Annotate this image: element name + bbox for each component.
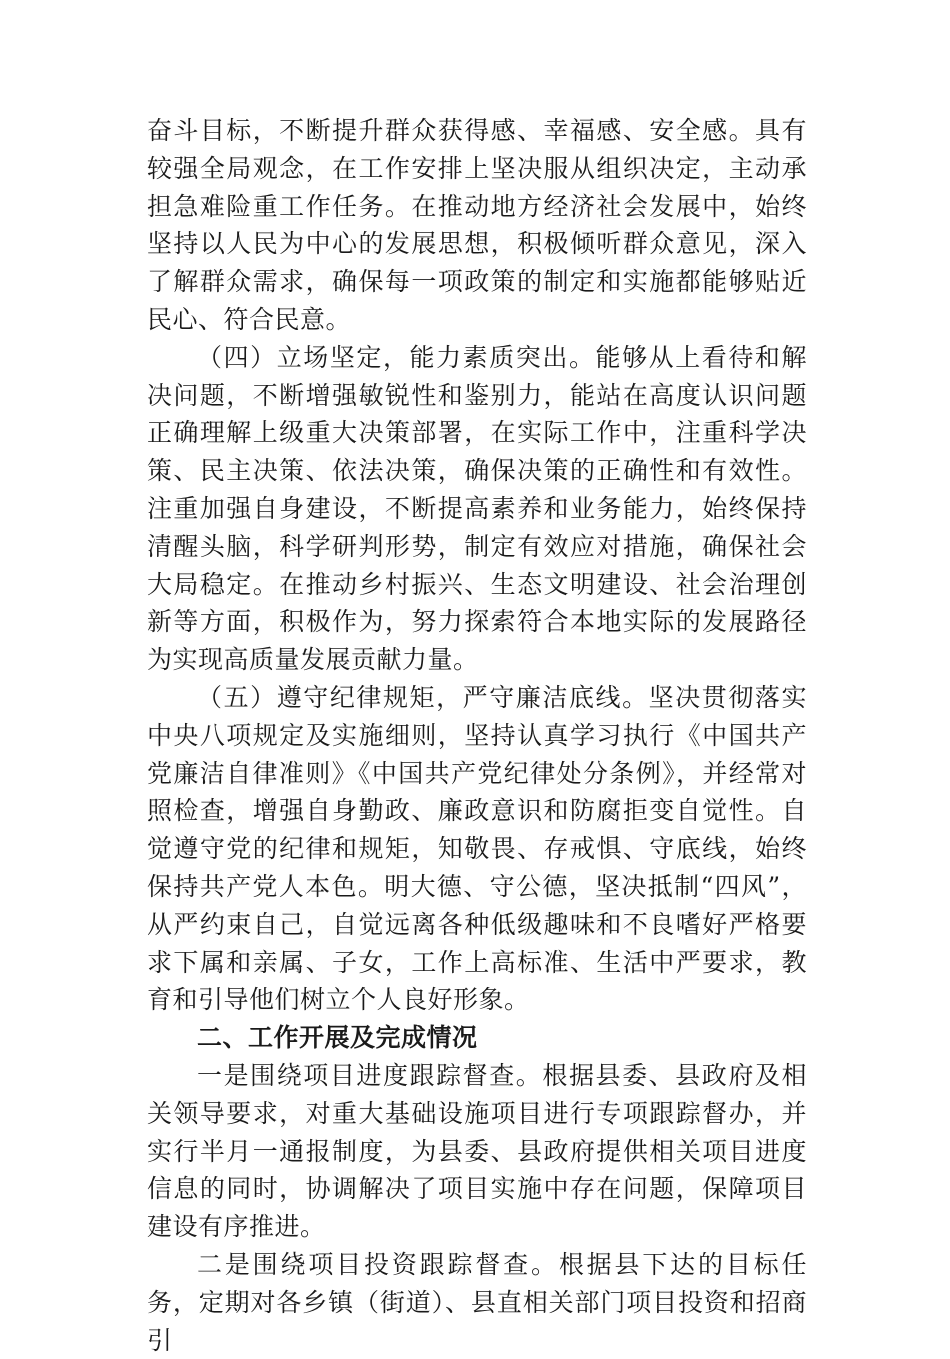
paragraph-section-four: （四）立场坚定，能力素质突出。能够从上看待和解决问题，不断增强敏锐性和鉴别力，能站在高度认识问题正确理解上级重大决策部署，在实际工作中，注重科学决策、民主决策、依法决策，确保决策的正确性和有效性。注重加强自身建设，不断提高素养和业务能力，始终保持清醒头脑，科学研判形势，制定有效应对措施，确保社会大局稳定。在推动乡村振兴、生态文明建设、社会治理创新等方面，积极作为，努力探索符合本地实际的发展路径为实现高质量发展贡献力量。 <box>147 342 807 675</box>
paragraph-item-one: 一是围绕项目进度跟踪督查。根据县委、县政府及相关领导要求，对重大基础设施项目进行专项跟踪督办，并实行半月一通报制度，为县委、县政府提供相关项目进度信息的同时，协调解决了项目实施中存在问题，保障项目建设有序推进。 <box>147 1060 807 1242</box>
paragraph-continuation: 奋斗目标，不断提升群众获得感、幸福感、安全感。具有较强全局观念，在工作安排上坚决服从组织决定，主动承担急难险重工作任务。在推动地方经济社会发展中，始终坚持以人民为中心的发展思想，积极倾听群众意见，深入了解群众需求，确保每一项政策的制定和实施都能够贴近民心、符合民意。 <box>147 116 807 334</box>
paragraph-item-two: 二是围绕项目投资跟踪督查。根据县下达的目标任务，定期对各乡镇（街道）、县直相关部门项目投资和招商引 <box>147 1249 807 1355</box>
document-body <box>147 112 807 1359</box>
section-heading: 二、工作开展及完成情况 <box>197 1023 478 1053</box>
paragraph-section-five: （五）遵守纪律规矩，严守廉洁底线。坚决贯彻落实中央八项规定及实施细则，坚持认真学习执行《中国共产党廉洁自律准则》《中国共产党纪律处分条例》，并经常对照检查，增强自身勤政、廉政意识和防腐拒变自觉性。自觉遵守党的纪律和规矩，知敬畏、存戒惧、守底线，始终保持共产党人本色。明大德、守公德，坚决抵制“四风”，从严约束自己，自觉远离各种低级趣味和不良嗜好严格要求下属和亲属、子女，工作上高标准、生活中严要求，教育和引导他们树立个人良好形象。 <box>147 682 807 1015</box>
